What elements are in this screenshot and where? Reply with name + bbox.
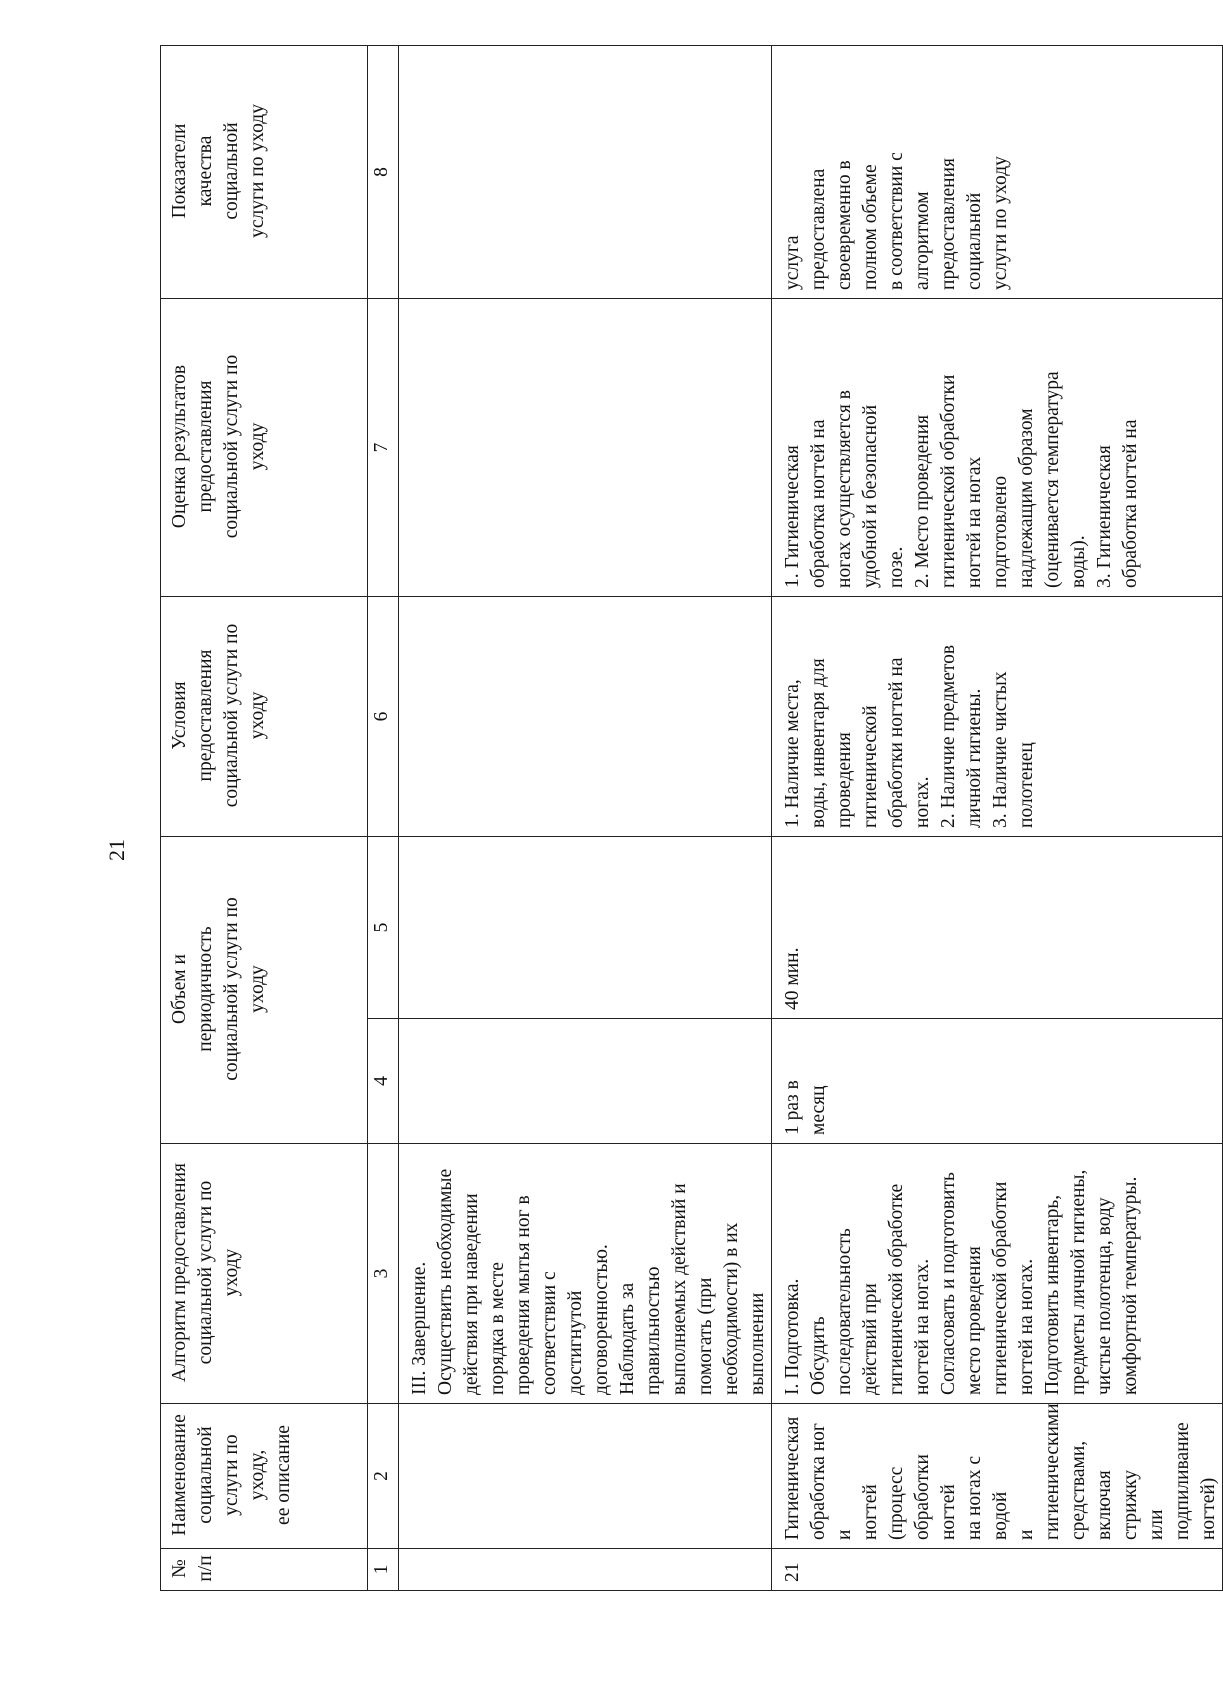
header-cell-conditions: Условия предоставления социальной услуги по уходу [161,596,368,836]
cell-volume: 40 мин. [772,836,1223,1018]
column-number: 5 [368,836,399,1018]
header-cell-algorithm: Алгоритм предоставления социальной услуги по уходу [161,1144,368,1404]
header-cell-name: Наименование социальной услуги по уходу, ее описание [161,1404,368,1549]
column-number: 3 [368,1144,399,1404]
cell-conditions: 1. Наличие места, воды, инвентаря для проведения гигиенической обработки ногтей на ногах. 2. Наличие предметов личной гигиены. 3. Наличие чистых полотенец [772,596,1223,836]
cell-algorithm: I. Подготовка. Обсудить последовательность действий при гигиенической обработке ногтей на ногах. Согласовать и подготовить место проведения гигиенической обработки ногтей на ногах. Подготовить инвентарь, предметы личной гигиены, чистые полотенца, воду комфортной температуры. [772,1144,1223,1404]
cell-algorithm: III. Завершение. Осуществить необходимые действия при наведении порядка в месте проведения мытья ног в соответствии с достигнутой договоренностью. Наблюдать за правильностью выполняемых действий и помогать (при необходимости) в их выполнении [399,1144,772,1404]
cell-volume [399,836,772,1018]
cell-frequency [399,1019,772,1144]
column-number: 1 [368,1549,399,1591]
column-number: 4 [368,1019,399,1144]
column-number: 7 [368,298,399,596]
header-cell-volume-frequency: Объем и периодичность социальной услуги по уходу [161,836,368,1143]
cell-number [399,1549,772,1591]
cell-evaluation [399,298,772,596]
cell-service-name: Гигиеническая обработка ног и ногтей (процесс обработки ногтей на ногах с водой и гигиеническими средствами, включая стрижку или подпиливание ногтей) [772,1404,1223,1549]
landscape-table-wrapper [160,46,1219,1591]
cell-evaluation: 1. Гигиеническая обработка ногтей на ногах осуществляется в удобной и безопасной позе. 2. Место проведения гигиенической обработки ногтей на ногах подготовлено надлежащим образом (оценивается температура воды). 3. Гигиеническая обработка ногтей на [772,298,1223,596]
table-row [772,45,1223,1590]
column-number: 6 [368,596,399,836]
header-cell-quality: Показатели качества социальной услуги по уходу [161,45,368,298]
cell-quality: услуга предоставлена своевременно в полном объеме в соответствии с алгоритмом предоставления социальной услуги по уходу [772,45,1223,298]
header-cell-number: № п/п [161,1549,368,1591]
header-cell-evaluation: Оценка результатов предоставления социальной услуги по уходу [161,298,368,596]
page-number: 21 [104,839,129,861]
cell-number: 21 [772,1549,1223,1591]
table-header-row [161,45,368,1590]
cell-conditions [399,596,772,836]
table-row [399,45,772,1590]
rotated-page-frame [160,46,1219,1591]
cell-service-name [399,1404,772,1549]
column-number: 2 [368,1404,399,1549]
column-number: 8 [368,45,399,298]
social-services-table [160,45,1223,1591]
cell-frequency: 1 раз в месяц [772,1019,1223,1144]
cell-quality [399,45,772,298]
column-number-row [368,45,399,1590]
